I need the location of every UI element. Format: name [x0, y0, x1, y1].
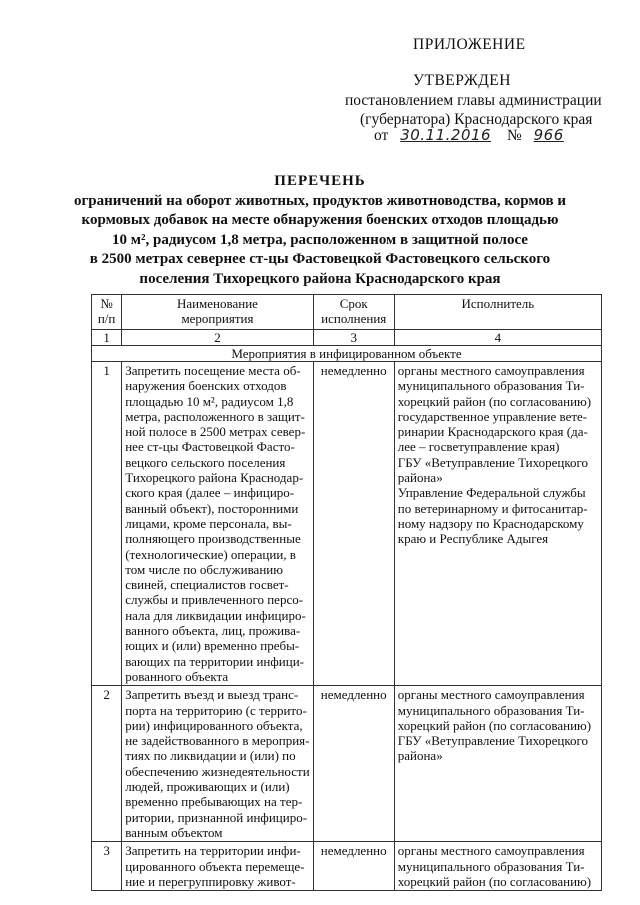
measure-line: временно пребывающих на тер-	[125, 794, 303, 810]
executor-line: ГБУ «Ветуправление Тихорецкого	[397, 454, 589, 470]
measure-line: полняющего производственные	[125, 531, 301, 547]
header-num	[92, 295, 122, 330]
title-line: в 2500 метрах севернее ст-цы Фастовецкой Фастовецкого сельского	[89, 251, 551, 267]
measure-line: людей, проживающих и (или)	[125, 779, 290, 795]
row-number: 3	[92, 842, 122, 891]
row-term: немедленно	[313, 362, 394, 686]
table-row	[92, 842, 602, 891]
date-number-line	[374, 126, 564, 145]
measure-line: ритории, признанной инфициро-	[125, 809, 308, 825]
row-term: немедленно	[313, 842, 394, 891]
executor-line: органы местного самоуправления	[397, 363, 585, 378]
measures-table	[91, 294, 602, 891]
measure-line: наружения боенских отходов	[125, 378, 287, 394]
measure-line: ванный объект), посторонними	[125, 500, 299, 516]
title-line: поселения Тихорецкого района Краснодарского края	[139, 270, 501, 287]
header-name-line: мероприятия	[181, 311, 254, 327]
executor-line: государственное управление вете-	[397, 408, 588, 424]
executor-line: района»	[397, 748, 443, 764]
executor-line: хорецкий район (по согласованию)	[397, 717, 592, 733]
measure-line: Запретить на территории инфи-	[125, 843, 301, 859]
row-term: немедленно	[313, 686, 394, 842]
measure-line: Запретить посещение места об-	[125, 363, 301, 378]
measure-line: цированного объекта перемеще-	[125, 858, 305, 874]
decree-line-1: постановлением главы администрации	[345, 92, 602, 109]
section-title: Мероприятия в инфицированном объекте	[92, 346, 602, 362]
row-number: 2	[92, 686, 122, 842]
handwritten-number: 966	[533, 126, 564, 144]
executor-line: хорецкий район (по согласованию)	[397, 393, 592, 409]
executor-line: хорецкий район (по согласованию)	[397, 873, 592, 889]
document-title	[60, 172, 580, 289]
header-num-line: п/п	[97, 311, 116, 327]
executor-line: муниципального образования Ти-	[397, 702, 585, 718]
row-measure	[122, 686, 313, 842]
decree-line-2: (губернатора) Краснодарского края	[360, 111, 593, 128]
column-number: 3	[313, 330, 394, 346]
row-measure	[122, 842, 313, 891]
measure-line: службы и привлеченного персо-	[125, 592, 304, 608]
executor-line: ринарии Краснодарского края (да-	[397, 424, 588, 440]
table-row	[92, 362, 602, 686]
measure-line: ние и перегруппировку живот-	[125, 873, 296, 889]
executor-line: муниципального образования Ти-	[397, 858, 585, 874]
header-executor: Исполнитель	[394, 295, 601, 330]
column-number-row	[92, 330, 602, 346]
executor-line: по ветеринарному и фитосанитар-	[397, 500, 588, 516]
measure-line: вающих па территории инфици-	[125, 653, 304, 669]
measure-line: ной полосе в 2500 метрах север-	[125, 424, 306, 440]
header-term-line: Срок	[339, 296, 368, 311]
executor-line: органы местного самоуправления	[397, 687, 585, 703]
measure-line: нее ст-цы Фастовецкой Фасто-	[125, 439, 295, 455]
number-prefix: №	[506, 127, 522, 144]
row-executor	[394, 362, 601, 686]
header-term	[313, 295, 394, 330]
measure-line: том числе по обслуживанию	[125, 561, 283, 577]
measure-line: (технологические) операции, в	[125, 546, 296, 562]
column-number: 4	[394, 330, 601, 346]
row-measure	[122, 362, 313, 686]
table-header-row	[92, 295, 602, 330]
measure-line: лицами, кроме персонала, вы-	[125, 515, 292, 531]
executor-line: краю и Республике Адыгея	[397, 531, 549, 547]
handwritten-date: 30.11.2016	[400, 126, 492, 144]
title-line: ограничений на оборот животных, продуктов животноводства, кормов и	[73, 192, 567, 209]
measure-line: ванным объектом	[125, 824, 223, 840]
executor-line: лее – госветуправление края)	[397, 439, 560, 455]
date-prefix: от	[374, 127, 389, 144]
measure-line: метра, расположенного в защит-	[125, 408, 305, 424]
executor-line: ному надзору по Краснодарскому	[397, 515, 584, 531]
executor-line: муниципального образования Ти-	[397, 378, 585, 394]
measure-line: вецкого сельского поселения	[125, 454, 286, 470]
approved-label: УТВЕРЖДЕН	[413, 72, 511, 89]
measure-line: обеспечению жизнедеятельности	[125, 763, 310, 779]
appendix-label: ПРИЛОЖЕНИЕ	[413, 36, 526, 53]
measure-line: тиях по ликвидации и (или) по	[125, 748, 296, 764]
measure-line: площадью 10 м², радиусом 1,8	[125, 393, 294, 409]
measure-line: свиней, специалистов госвет-	[125, 577, 289, 593]
measure-line: нала для ликвидации инфициро-	[125, 607, 306, 623]
measure-line: Запретить въезд и выезд транс-	[125, 687, 299, 703]
measure-line: ванного объекта, лиц, прожива-	[125, 623, 301, 639]
row-number: 1	[92, 362, 122, 686]
row-executor	[394, 842, 601, 891]
measure-line: Тихорецкого района Краснодар-	[125, 470, 304, 486]
executor-line: ГБУ «Ветуправление Тихорецкого	[397, 733, 589, 749]
column-number: 2	[122, 330, 313, 346]
section-row	[92, 346, 602, 362]
table-row	[92, 686, 602, 842]
measure-line: ского края (далее – инфициро-	[125, 485, 295, 501]
executor-line: органы местного самоуправления	[397, 843, 585, 859]
measure-line: рии) инфицированного объекта,	[125, 717, 303, 733]
title-line: кормовых добавок на месте обнаружения боенских отходов площадью	[81, 212, 559, 228]
row-executor	[394, 686, 601, 842]
measure-line: ющих и (или) временно пребы-	[125, 638, 300, 654]
measure-line: порта на территорию (с террито-	[125, 702, 307, 718]
executor-line: Управление Федеральной службы	[397, 485, 586, 501]
measure-line: рованного объекта	[125, 668, 229, 684]
measure-line: не задействованного в мероприя-	[125, 733, 310, 749]
title-heading: ПЕРЕЧЕНЬ	[274, 173, 366, 189]
header-name-line: Наименование	[176, 296, 258, 311]
header-term-line: исполнения	[321, 311, 387, 327]
column-number: 1	[92, 330, 122, 346]
title-line: 10 м², радиусом 1,8 метра, расположенном в защитной полосе	[112, 231, 528, 248]
executor-line: района»	[397, 470, 443, 486]
header-name	[122, 295, 313, 330]
header-num-line: №	[100, 296, 113, 311]
